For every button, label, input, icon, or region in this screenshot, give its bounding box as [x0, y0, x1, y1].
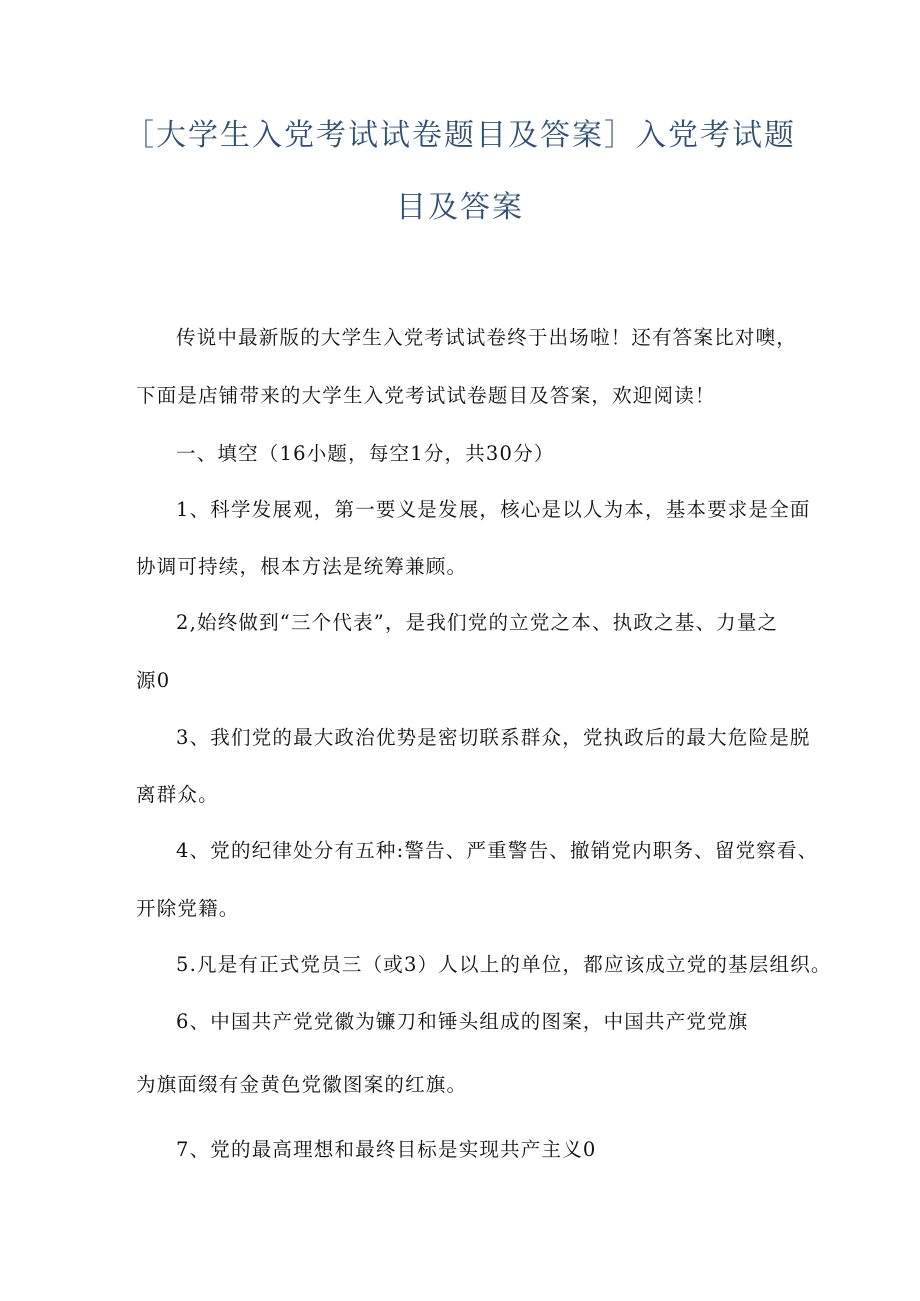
intro-line-1: 传说中最新版的大学生入党考试试卷终于出场啦！还有答案比对噢， [176, 326, 798, 349]
item-6-line-1: 6、中国共产党党徽为镰刀和锤头组成的图案，中国共产党党旗 [176, 1010, 749, 1033]
item-7-line-1: 7、党的最高理想和最终目标是实现共产主义0 [176, 1138, 597, 1161]
item-2-line-2: 源0 [136, 669, 171, 692]
document-title-line-1: ［大学生入党考试试卷题目及答案］入党考试题 [124, 118, 796, 153]
item-4-line-1: 4、党的纪律处分有五种:警告、严重警告、撤销党内职务、留党察看、 [176, 839, 819, 862]
item-1-line-1: 1、科学发展观，第一要义是发展，核心是以人为本，基本要求是全面 [176, 498, 811, 521]
item-1-line-2: 协调可持续，根本方法是统筹兼顾。 [136, 555, 468, 578]
item-4-line-2: 开除党籍。 [136, 897, 240, 920]
item-2-line-1: 2,始终做到“三个代表”，是我们党的立党之本、执政之基、力量之 [176, 611, 779, 634]
document-title-line-2: 目及答案 [396, 190, 524, 225]
item-3-line-1: 3、我们党的最大政治优势是密切联系群众，党执政后的最大危险是脱 [176, 726, 811, 749]
item-5-line-1: 5.凡是有正式党员三（或3）人以上的单位，都应该成立党的基层组织。 [176, 953, 832, 976]
intro-line-2: 下面是店铺带来的大学生入党考试试卷题目及答案，欢迎阅读！ [136, 384, 716, 407]
item-3-line-2: 离群众。 [136, 783, 219, 806]
item-6-line-2: 为旗面缀有金黄色党徽图案的红旗。 [136, 1073, 468, 1096]
section-heading: 一、填空（16小题，每空1分，共30分） [176, 442, 555, 465]
